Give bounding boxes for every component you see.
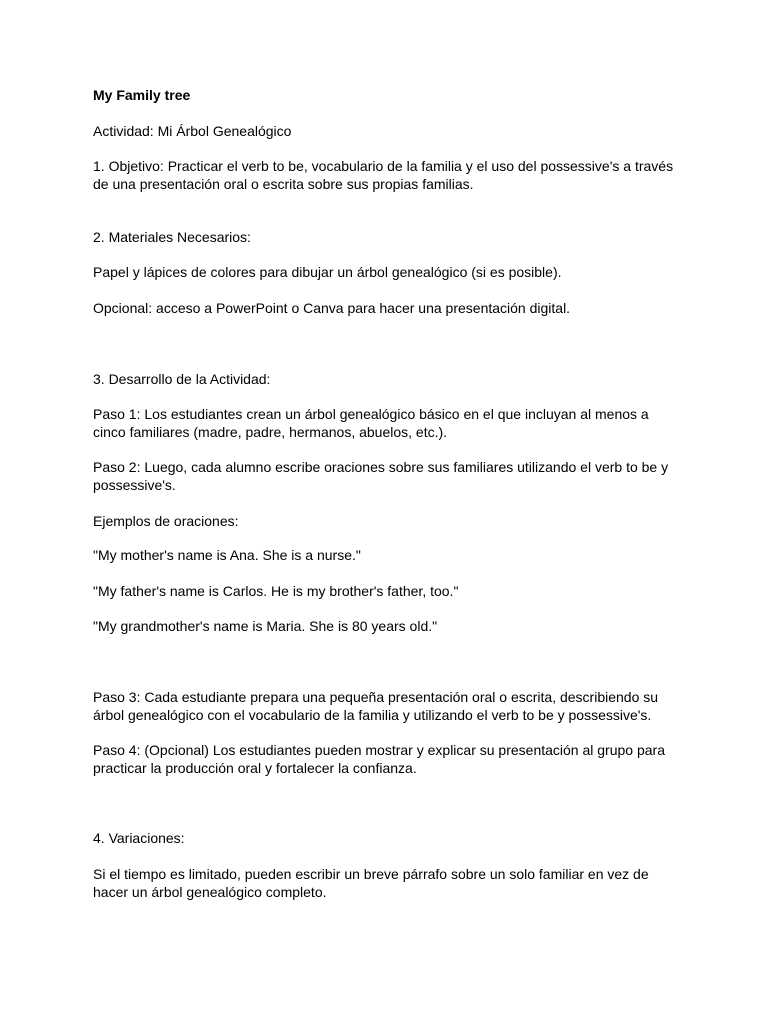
step-3-paragraph: Paso 3: Cada estudiante prepara una pequeña presentación oral o escrita, describiendo su árbol genealógico con el vocabulario de la familia y utilizando el verb to be y possessive's. [93,689,659,723]
step-2-paragraph: Paso 2: Luego, cada alumno escribe oraciones sobre sus familiares utilizando el verb to be y possessive's. [93,459,669,493]
development-heading: 3. Desarrollo de la Actividad: [93,371,271,387]
document-title: My Family tree [93,87,191,103]
step-1-paragraph: Paso 1: Los estudiantes crean un árbol genealógico básico en el que incluyan al menos a cinco familiares (madre, padre, hermanos, abuelos, etc.). [93,406,649,440]
example-sentence-3: "My grandmother's name is Maria. She is 80 years old." [93,618,438,634]
materials-item-2: Opcional: acceso a PowerPoint o Canva para hacer una presentación digital. [93,300,571,316]
step-4-paragraph: Paso 4: (Opcional) Los estudiantes pueden mostrar y explicar su presentación al grupo para practicar la producción oral y fortalecer la confianza. [93,742,665,776]
variations-heading: 4. Variaciones: [93,830,185,846]
examples-heading: Ejemplos de oraciones: [93,513,239,529]
example-sentence-2: "My father's name is Carlos. He is my brother's father, too." [93,583,459,599]
variations-paragraph: Si el tiempo es limitado, pueden escribir un breve párrafo sobre un solo familiar en vez de hacer un árbol genealógico completo. [93,866,649,900]
example-sentence-1: "My mother's name is Ana. She is a nurse." [93,547,361,563]
objective-paragraph: 1. Objetivo: Practicar el verb to be, vocabulario de la familia y el uso del possessive's a través de una presentación oral o escrita sobre sus propias familias. [93,158,674,192]
activity-line: Actividad: Mi Árbol Genealógico [93,123,292,139]
materials-item-1: Papel y lápices de colores para dibujar un árbol genealógico (si es posible). [93,264,562,280]
materials-heading: 2. Materiales Necesarios: [93,229,251,245]
